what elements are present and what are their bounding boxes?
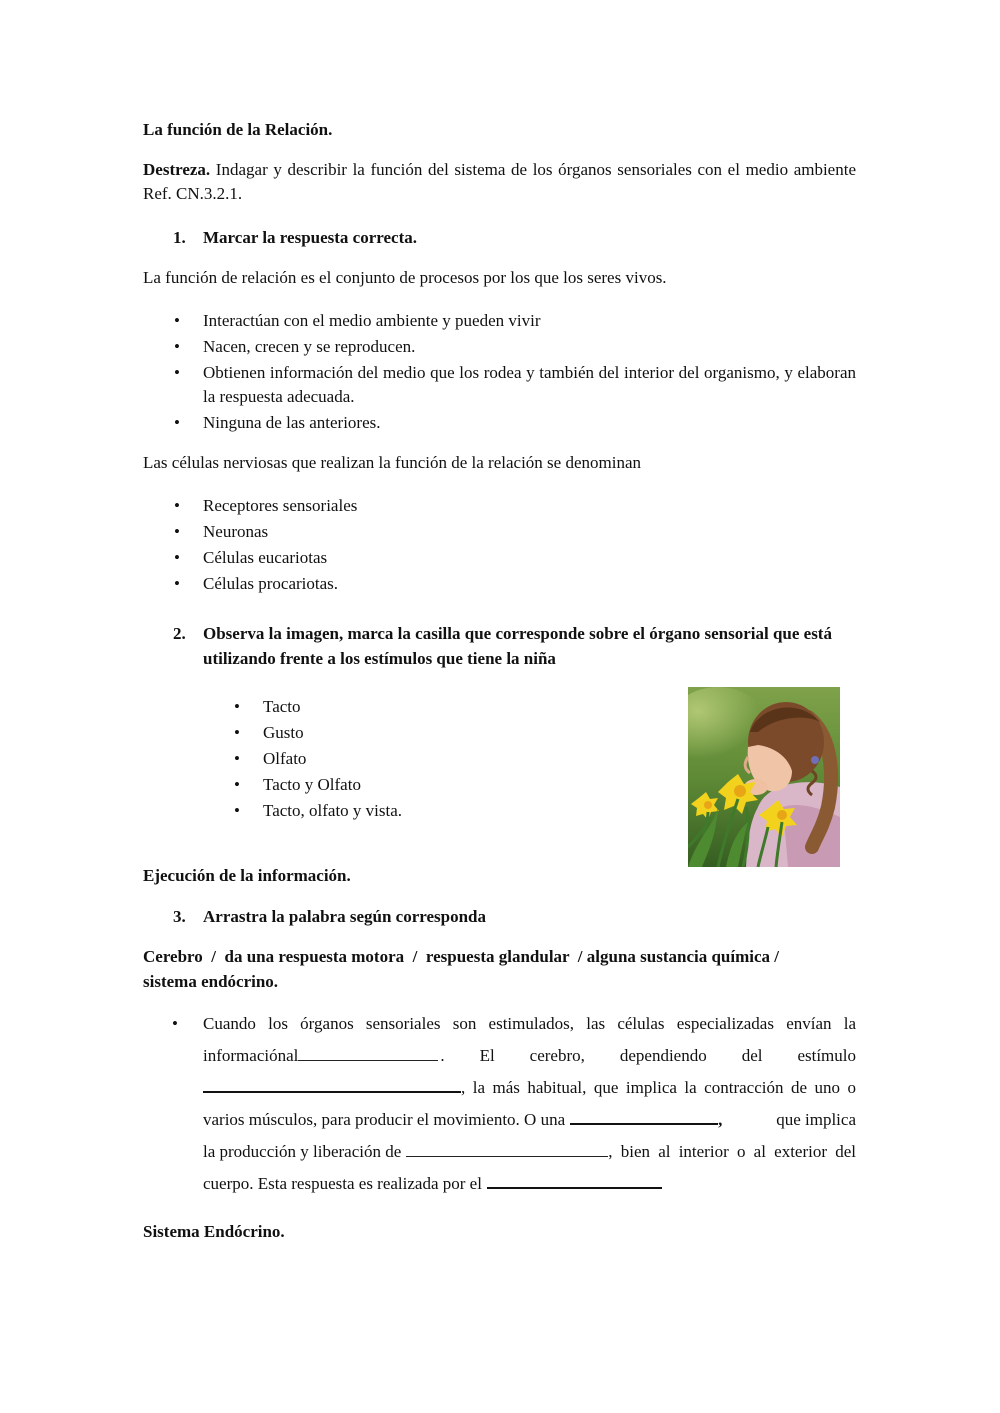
blank-4-input[interactable] [406,1141,608,1157]
word-bank-line-1[interactable]: Cerebro / da una respuesta motora / respuesta glandular / alguna sustancia química / [143,947,779,966]
q3-text-4a: varios músculos, para producir el movimiento. O una [203,1110,566,1129]
q3-text-5a: la producción y liberación de [203,1142,402,1161]
q1-options-a [203,309,856,437]
q2-option[interactable]: • Tacto, olfato y vista. [263,799,643,823]
q1-prompt-a: La función de relación es el conjunto de procesos por los que los seres vivos. [143,268,667,287]
page-title: La función de la Relación. [143,120,333,139]
q2-options [263,695,643,825]
q3-text-3: , la más habitual, que implica la contracción de uno o [461,1078,856,1097]
q1-prompt-b: Las células nerviosas que realizan la función de la relación se denominan [143,453,641,472]
q3-text-6: cuerpo. Esta respuesta es realizada por el [203,1174,482,1193]
q3-text-al: al [286,1046,299,1065]
q2-option[interactable]: • Olfato [263,747,643,771]
blank-2-input[interactable] [203,1076,461,1093]
section-ejecucion: Ejecución de la información. [143,866,351,885]
q3-bullet: • [172,1014,178,1033]
section-sistema-endocrino: Sistema Endócrino. [143,1222,285,1241]
q3-line-5 [203,1136,856,1168]
q3-line-6 [203,1168,856,1200]
destreza-text: Indagar y describir la función del sistema de los órganos sensoriales con el medio ambiente Ref. CN.3.2.1. [143,160,856,203]
q2-option[interactable]: • Gusto [263,721,643,745]
q1a-option[interactable]: • Obtienen información del medio que los rodea y también del interior del organismo, y elaboran la respuesta adecuada. [203,361,856,409]
q3-text-4b-comma: , [718,1110,723,1129]
q3-line-1 [203,1008,856,1040]
q2-option[interactable]: • Tacto y Olfato [263,773,643,797]
q1-title: Marcar la respuesta correcta. [203,228,418,247]
destreza-paragraph [143,158,856,206]
q2-heading [173,621,863,671]
q3-text-informacion: información [203,1046,287,1065]
q2-number: 2. [173,624,186,643]
q3-title: Arrastra la palabra según corresponda [203,907,487,926]
q1b-option[interactable]: • Receptores sensoriales [203,494,856,518]
q3-line-4 [203,1104,856,1136]
q1-options-b [203,494,856,598]
q2-option[interactable]: • Tacto [263,695,643,719]
q3-number: 3. [173,907,186,926]
q2-title: Observa la imagen, marca la casilla que corresponde sobre el órgano sensorial que está utilizando frente a los estímulos que tiene la niña [203,624,832,668]
word-bank-line-2[interactable]: sistema endócrino. [143,972,279,991]
q1b-option[interactable]: • Células procariotas. [203,572,856,596]
q1-heading [173,228,417,248]
blank-3-input[interactable] [570,1108,718,1125]
q3-fill-paragraph [203,1008,856,1200]
q3-text-cerebro: . El cerebro, dependiendo del estímulo [440,1046,856,1065]
blank-5-input[interactable] [487,1172,662,1189]
q3-text-4b: que implica [776,1110,856,1129]
q3-text-1: Cuando los órganos sensoriales son estimulados, las células especializadas envían la [203,1014,856,1033]
q3-line-2 [203,1040,856,1072]
q1b-option[interactable]: • Neuronas [203,520,856,544]
q1a-option[interactable]: • Nacen, crecen y se reproducen. [203,335,856,359]
q1-number: 1. [173,228,186,247]
q3-blank-cerebro-group [298,1045,438,1061]
q3-line-3 [203,1072,856,1104]
q1a-option[interactable]: • Interactúan con el medio ambiente y pueden vivir [203,309,856,333]
q3-heading [173,907,486,927]
blank-1-input[interactable] [298,1045,438,1061]
girl-smelling-flowers-photo [688,687,840,867]
destreza-label: Destreza. [143,160,211,179]
q1b-option[interactable]: • Células eucariotas [203,546,856,570]
q3-text-5b: , bien al interior o al exterior del [608,1142,856,1161]
q1a-option[interactable]: • Ninguna de las anteriores. [203,411,856,435]
